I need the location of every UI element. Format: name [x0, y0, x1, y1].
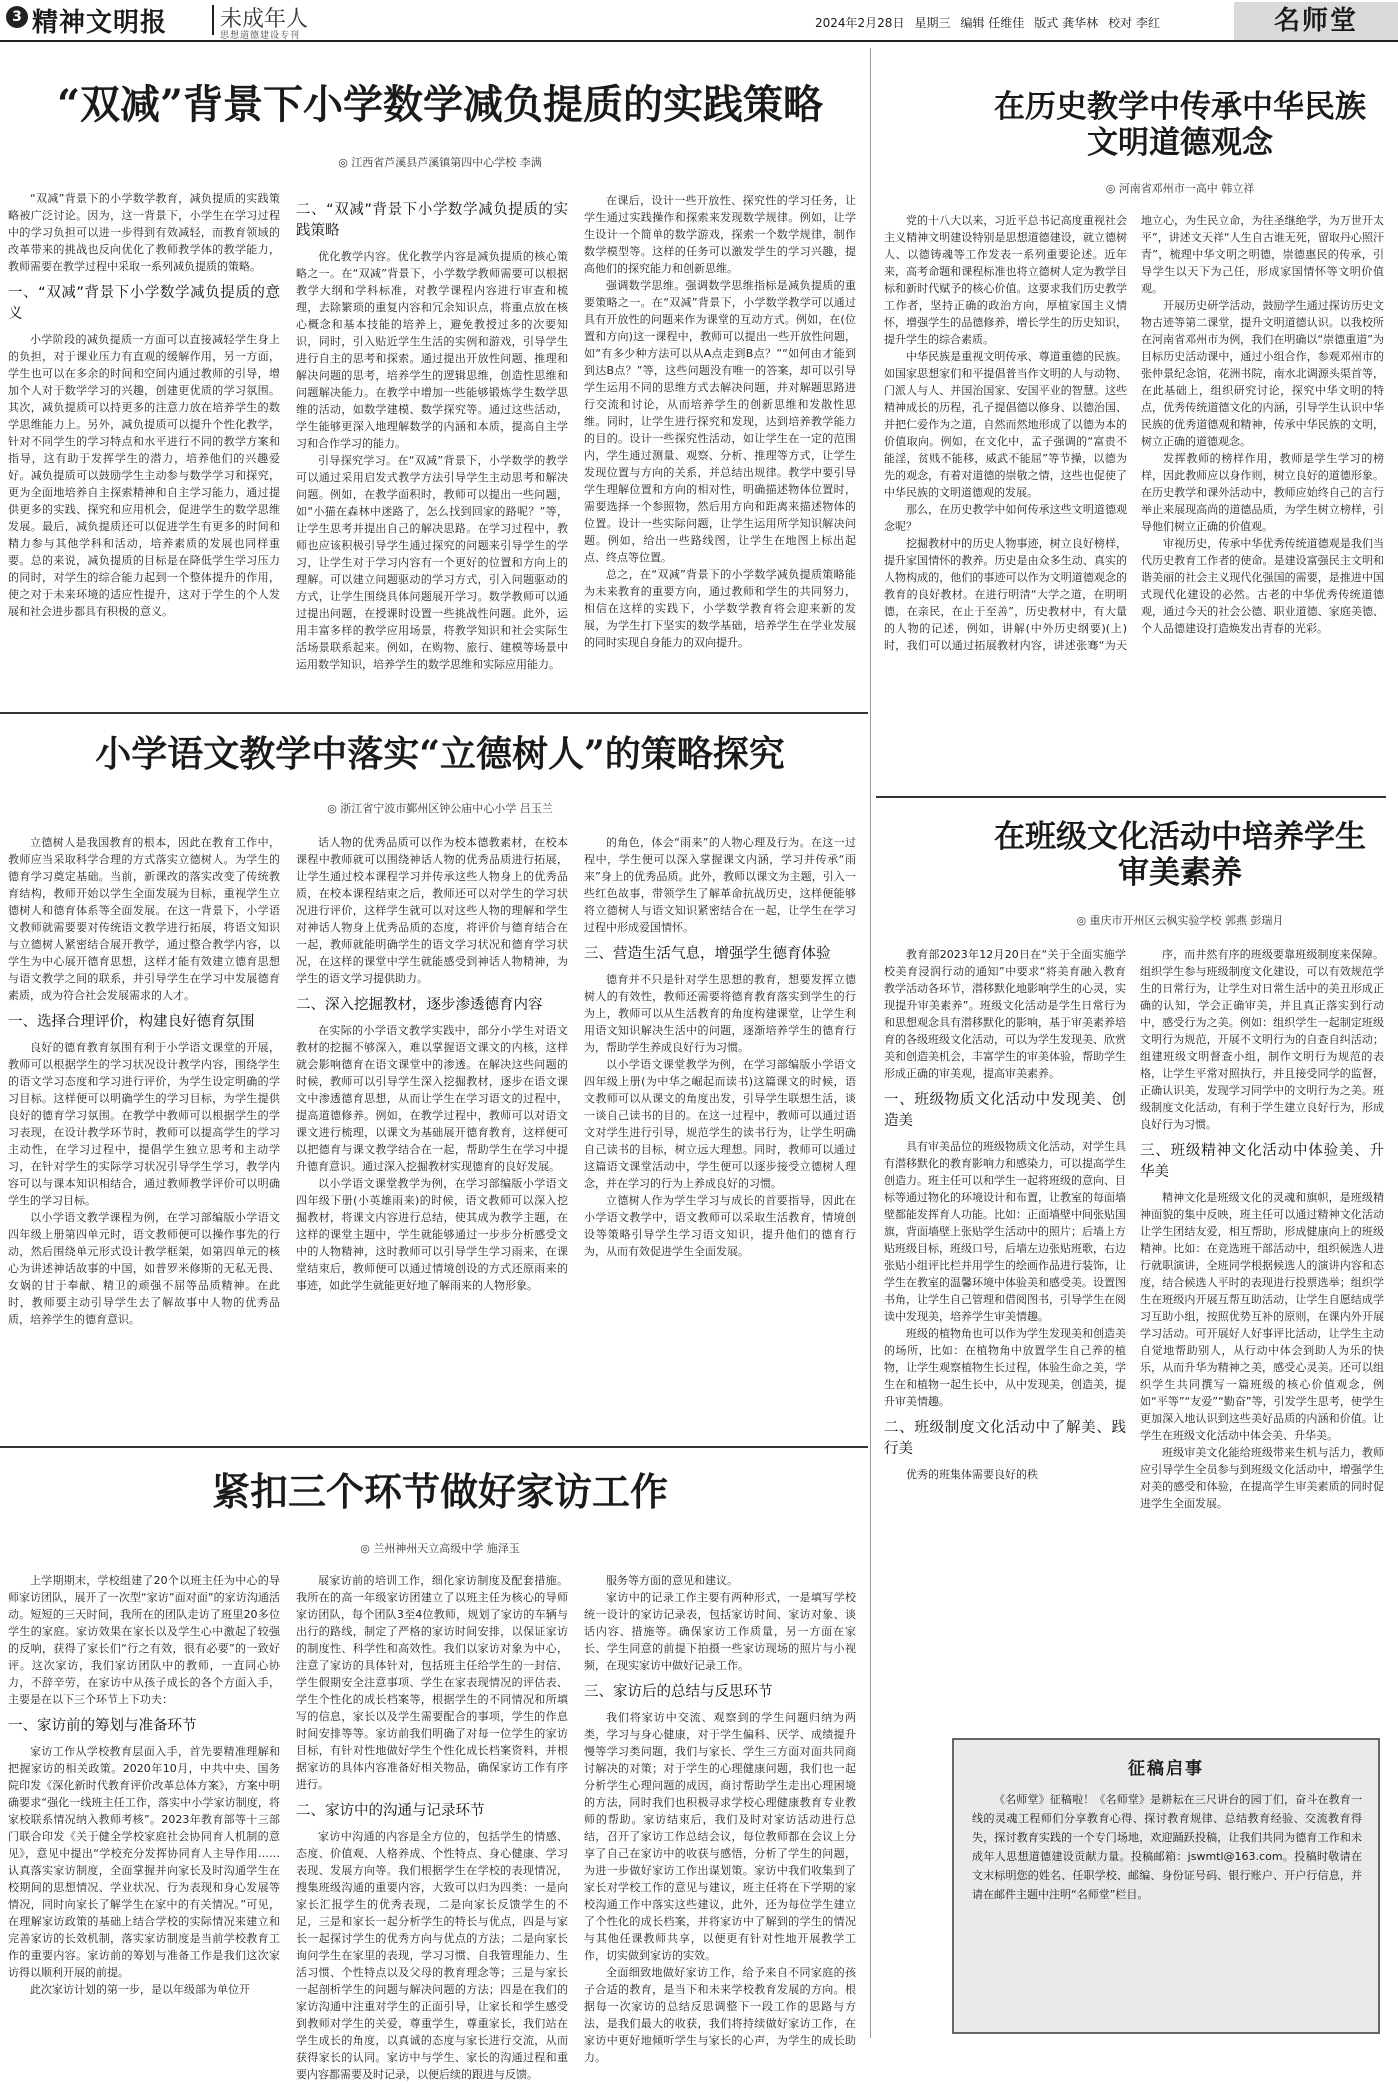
- paragraph: 良好的德育教育氛围有利于小学语文课堂的开展，教师可以根据学生的学习状况设计教学内容，围绕学生的语文学习态度和学习进行评价，为学生设定明确的学习目标。这样便可以明确学生的学习目标，为学生提供良好的德育学习氛围。在教学中教师可以根据学生的学习表现，在设计教学环节时，教师可以提高学生的学习主动性，在学习过程中，提倡学生独立思考和主动学习，在针对学生的实际学习状况引导学生学习，教学内容可以与课本知识相结合，通过教师教学评价可以明确学生的学习目标。: [8, 1041, 280, 1207]
- section-heading: 二、班级制度文化活动中了解美、践行美: [884, 1420, 1126, 1457]
- article-title: 小学语文教学中落实“立德树人”的策略探究: [95, 733, 785, 775]
- paragraph: 话人物的优秀品质可以作为校本德教素材，在校本课程中教师就可以围绕神话人物的优秀品质进行拓展，让学生通过校本课程学习并传承这些人物身上的优秀品质，在校本课程结束之后，教师还可以对学生的学习状况进行评价，这样学生就可以对这些人物的理解和学生对神话人物身上优秀品质的态度，将评价与德育结合在一起，教师就能明确学生的语文学习状况和德育学习状况，在这样的课堂中学生就能感受到神话人物精神，为学生的语文学习提供助力。: [296, 836, 568, 985]
- paragraph: 班级审美文化能给班级带来生机与活力，教师应引导学生全员参与到班级文化活动中，增强学生对美的感受和体验，在提高学生审美素质的同时促进学生全面发展。: [1140, 1446, 1384, 1510]
- article-byline: ◎ 浙江省宁波市鄞州区钟公庙中心小学 吕玉兰: [40, 800, 840, 816]
- paragraph: 具有审美品位的班级物质文化活动，对学生具有潜移默化的教育影响力和感染力，可以提高学生创造力。班主任可以和学生一起将班级的意向、目标等通过物化的环境设计和布置，让教室的每面墙壁都能发挥育人功能。比如：正面墙壁中间张贴国旗，背面墙壁上张贴学生活动中的照片；后墙上方贴班级目标，班级口号，后墙左边张贴班歌，右边张贴小组评比栏并用学生的绘画作品进行装饰，让学生在教室的温馨环境中体验美和感受美。设置图书角，让学生自己管理和借阅图书，引导学生在阅读中发现美，培养学生审美情趣。: [884, 1140, 1126, 1323]
- article-text-column: [884, 212, 1384, 780]
- edition-title: 未成年人: [220, 7, 309, 32]
- section-heading: 二、家访中的沟通与记录环节: [296, 1803, 485, 1819]
- section-heading: 一、选择合理评价，构建良好德育氛围: [8, 1014, 255, 1030]
- paragraph: 全面细致地做好家访工作，给予来自不同家庭的孩子合适的教育，是当下和未来学校教育发展的方向。根据每一次家访的总结反思调整下一段工作的思路与方法，是我们最大的收获，我们将持续做好家访工作，在家访中更好地倾听学生与家长的心声，为学生的成长助力。: [584, 1966, 856, 2064]
- paragraph: 优化教学内容。优化教学内容是减负提质的核心策略之一。在“双减”背景下，小学数学教师需要可以根据教学大纲和学科标准，对教学课程内容进行审查和梳理，去除繁琐的重复内容和冗余知识点，将重点放在核心概念和基本技能的培养上，避免教授过多的次要知识，同时，引入贴近学生生活的实例和游戏，引导学生进行自主的思考和探索。通过提出开放性问题、推理和解决问题的思考，培养学生的逻辑思维，创造性思维和问题解决能力。在教学中增加一些能够锻炼学生数学思维的活动，如数学建模、数学探究等。通过这些活动，学生能够更深入地理解数学的内涵和本质，提高自主学习和合作学习的能力。: [296, 250, 568, 450]
- paragraph: 党的十八大以来，习近平总书记高度重视社会主义精神文明建设特别是思想道德建设，就立德树人、以德铸魂等工作发表一系列重要论述。近年来，高考命题和课程标准也将立德树人定为教学目标和新时代赋予的核心价值。这要求我们历史教学工作者，坚持正确的政治方向，厚植家国主义情怀，增强学生的品德修养，增长学生的历史知识，提升学生的综合素质。: [884, 214, 1127, 346]
- paragraph: 德育并不只是针对学生思想的教育，想要发挥立德树人的有效性，教师还需要将德育教育落实到学生的行为上，教师可以从生活教育的角度构建课堂，让学生利用语文知识解决生活中的问题，逐渐培养学生的德育行为，帮助学生养成良好行为习惯。: [584, 973, 856, 1054]
- paragraph: 优秀的班集体需要良好的秩: [906, 1468, 1038, 1481]
- paragraph: 那么，在历史教学中如何传承这些文明道德观念呢？: [884, 503, 1127, 533]
- section-heading: 一、“双减”背景下小学数学减负提质的意义: [8, 285, 280, 322]
- paragraph: 挖掘教材中的历史人物事迹，树立良好榜样，提升家国情怀的教养。历史是由众多生动、真实的人物构成的，他们的事迹可以作为文明道德观念的教育的良好教材。在进行明清“大学之道，在明明德，在亲民，在止于至善”，历史教材中，有大量的人物的记述，例如，讲解(中外历史纲要)(上)时，我们可以通过拓展教材内容，讲述张骞“为天地立心，为生民立命，为往圣继绝学，为万世开太平”，讲述文天祥“人生自古谁无死，留取丹心照汗青”，梳理中华文明之明德，崇德惠民的传承，引导学生以天下为己任，形成家国情怀等文明价值观。: [884, 214, 1384, 652]
- paragraph: 精神文化是班级文化的灵魂和旗帜，是班级精神面貌的集中反映，班主任可以通过精神文化活动让学生团结友爱，相互帮助，形成健康向上的班级精神。比如：在竞选班干部活动中，组织候选人进行就职演讲，全班同学根据候选人的演讲内容和态度，结合候选人平时的表现进行投票选举；组织学生在班级内开展互帮互助活动，让学生自愿结成学习互助小组，按照优势互补的原则，在课内外开展学习活动。可开展好人好事评比活动，让学生主动自觉地帮助别人，从行动中体会到助人为乐的快乐，从而升华为精神之美，感受心灵美。还可以组织学生共同撰写一篇班级的核心价值观念，例如“平等”“友爱”“勤奋”等，引发学生思考，使学生更加深入地认识到这些美好品质的内涵和价值。让学生在班级文化活动中体会美、升华美。: [1140, 1191, 1384, 1442]
- paragraph: 教育部2023年12月20日在“关于全面实施学校美育浸润行动的通知”中要求“将美育融入教育教学活动各环节，潜移默化地影响学生的心灵，实现提升审美素养”。班级文化活动是学生日常行为和思想观念具有潜移默化的影响，基于审美素养培育的各级班级文化活动，可以为学生发现美、欣赏美和创造美机会，丰富学生的审美体验，帮助学生形成正确的审美观，提高审美素养。: [884, 948, 1126, 1080]
- article-byline: ◎ 兰州神州天立高级中学 施泽玉: [40, 1540, 840, 1556]
- paragraph: 以小学语文课堂教学为例，在学习部编版小学语文四年级上册(为中华之崛起而读书)这篇课文的时候，语文教师可以从课文的角度出发，引导学生联想生活，谈一谈自己读书的目的。在这一过程中，教师可以通过语文对学生进行引导，规范学生的读书行为，让学生明确自己读书的目标，树立远大理想。同时，教师可以通过这篇语文课堂活动中，学生便可以逐步接受立德树人理念，并在学习的行为上养成良好的习惯。: [584, 1058, 856, 1190]
- article-text-column: [584, 834, 856, 1430]
- article-text-column: [296, 192, 568, 695]
- section-heading: 三、家访后的总结与反思环节: [584, 1684, 773, 1700]
- paragraph: 服务等方面的意见和建议。: [606, 1574, 738, 1587]
- column-name: 名师堂: [1234, 2, 1398, 40]
- section-divider: [0, 712, 868, 714]
- section-heading: 一、班级物质文化活动中发现美、创造美: [884, 1092, 1126, 1129]
- call-for-papers-box: [952, 1738, 1380, 2034]
- paragraph: 的角色，体会“雨来”的人物心理及行为。在这一过程中，学生便可以深入掌握课文内涵，学习并传承“雨来”身上的优秀品质。此外，教师以课文为主题，引入一些红色故事，带领学生了解革命抗战历史，这样便能够将立德树人与语文知识紧密结合在一起，让学生在学习过程中形成爱国情怀。: [584, 836, 856, 934]
- paragraph: 中华民族是重视文明传承、尊道重德的民族。如国家思想家们和平提倡普当作文明的人与动物、门派人与人、并国治国家、安国平业的智慧。这些精神成长的历程，孔子提倡德以修身、以德治国、并把仁爱作为之道，自然而然地形成了以德为本的价值取向。例如，在文化中，孟子强调的“富贵不能淫，贫贱不能移，威武不能屈”等节操，以德为先的观念，有着对道德的崇敬之情，这些也促使了中华民族的文明道德观的发展。: [884, 350, 1127, 499]
- article-title: 紧扣三个环节做好家访工作: [211, 1469, 668, 1514]
- designer-credit: 版式 龚华林: [1034, 16, 1099, 30]
- article-text-column: [296, 834, 568, 1430]
- paragraph: 强调数学思维。强调数学思维指标是减负提质的重要策略之一。在“双减”背景下，小学数学教学可以通过具有开放性的问题来作为课堂的互动方式。例如，在(位置和方向)这一课程中，教师可以提出一些开放性问题，如“有多少种方法可以从A点走到B点？”“如何由才能到到达B点？”等，这些问题没有唯一的答案，却可以引导学生运用不同的思维方式去解决问题，并对解题思路进行交流和讨论，从而培养学生的创新思维和发散性思维。同时，让学生进行探究和发现，达到培养教学能力的目的。设计一些探究性活动，如让学生在一定的范围内，学生通过测量、观察、分析、推理等方式，让学生发现位置与方向的关系，并总结出规律。教学中要引导学生理解位置和方向的相对性，明确描述物体位置时，需要选择一个参照物，然后用方向和距离来描述物体的位置。设计一些实际问题，让学生运用所学知识解决问题。例如，给出一些路线图，让学生在地图上标出起点、终点等位置。: [584, 279, 856, 564]
- paragraph: 我们将家访中交流、观察到的学生问题归纳为两类，学习与身心健康，对于学生偏科、厌学、成绩提升慢等学习类问题，我们与家长、学生三方面对面共同商讨解决的对策；对于学生的心理健康问题，我们也一起分析学生心理问题的成因，商讨帮助学生走出心理困境的方法，同时我们也积极寻求学校心理健康教育专业教师的帮助。家访结束后，我们及时对家访活动进行总结，召开了家访工作总结会议，每位教师都在会议上分享了自己在家访中的收获与感悟，分析了学生的问题，为进一步做好家访工作出谋划策。家访中我们收集到了家长对学校工作的意见与建议，班主任将在下学期的家校沟通工作中落实这些建议，此外，还为每位学生建立了个性化的成长档案，并将家访中了解到的学生的情况与其他任课教师共享，以便更有针对性地开展教学工作，切实做到家访的实效。: [584, 1711, 856, 1962]
- article-text-column: [8, 190, 280, 695]
- issue-date: 2024年2月28日: [815, 16, 905, 30]
- article-title: 在班级文化活动中培养学生审美素养: [994, 819, 1366, 891]
- paragraph: 以小学语文课堂教学为例，在学习部编版小学语文四年级下册(小英雄雨来)的时候，语文教师可以深入挖掘教材，将课文内容进行总结，使其成为教学主题，在这样的课堂主题中，学生就能够通过一步步分析感受文中的人物精神，这时教师可以引导学生学习雨来，在课堂结束后，教师便可以通过情境创设的方式还原雨来的事迹，如此学生就能更好地了解雨来的人物形象。: [296, 1177, 568, 1292]
- paper-name: 精神文明报: [32, 8, 168, 38]
- article-title: “双减”背景下小学数学减负提质的实践策略: [56, 81, 823, 128]
- paragraph: 引导探究学习。在“双减”背景下，小学数学的教学可以通过采用启发式教学方法引导学生主动思考和解决问题。例如，在教学面积时，教师可以提出一些问题，如“小猫在森林中迷路了，怎么找到回家的路呢？”等，让学生思考并提出自己的解决思路。在学习过程中，教师也应该积极引导学生通过探究的问题来引导学生的学习，让学生对于学习内容有一个更好的位置和方向上的理解。可以建立问题驱动的学习方式，引入问题驱动的方式，让学生围绕具体问题展开学习。数学教师可以通过提出问题，在授课时设置一些挑战性问题。此外，运用丰富多样的教学应用场景，将教学知识和社会实际生活场景联系起来。例如，在购物、旅行、建模等场景中运用数学知识，培养学生的数学思维和实际应用能力。: [296, 454, 568, 671]
- paragraph: 立德树人作为学生学习与成长的首要指导，因此在小学语文教学中，语文教师可以采取生活教育，情境创设等策略引导学生学习语文知识，提升他们的德育行为，从而有效促进学生全面发展。: [584, 1194, 856, 1258]
- article-byline: ◎ 河南省邓州市一高中 韩立祥: [1000, 180, 1360, 196]
- article-byline: ◎ 重庆市开州区云枫实验学校 郭燕 彭瑞月: [1000, 912, 1360, 928]
- paragraph: 家访工作从学校教育层面入手，首先要精准理解和把握家访的相关政策。2020年10月，中共中央、国务院印发《深化新时代教育评价改革总体方案》，方案中明确要求“强化一线班主任工作，落实中小学家访制度，将家校联系情况纳入教师考核”。2023年教育部等十三部门联合印发《关于健全学校家庭社会协同育人机制的意见》，意见中提出“学校充分发挥协同育人主导作用……认真落实家访制度，全面掌握并向家长及时沟通学生在校期间的思想情况、学业状况、行为表现和身心发展等情况，同时向家长了解学生在家中的有关情况。”可见，在理解家访政策的基础上结合学校的实际情况来建立和完善家访的长效机制，落实家访制度是当前学校教育工作的重要内容。家访前的筹划与准备工作是我们这次家访得以顺利开展的前提。: [8, 1745, 280, 1979]
- edition-subtitle: 思想道德建设专刊: [220, 31, 301, 41]
- article-text-column: [8, 1572, 280, 2038]
- page-number: 3: [6, 6, 28, 28]
- paragraph: 在实际的小学语文教学实践中，部分小学生对语文教材的挖掘不够深入，难以掌握语文课文的内核，这样就会影响德育在语文课堂中的渗透。在解决这些问题的时候，教师可以引导学生深入挖掘教材，逐步在语文课文中渗透德育思想，从而让学生在学习语文的过程中，提高道德修养。例如，在教学过程中，教师可以对语文课文进行梳理，以课文为基础展开德育教育，这样便可以把德育与课文教学结合在一起，帮助学生在学习中提升德育意识。通过深入挖掘教材实现德育的良好发展。: [296, 1024, 568, 1173]
- paragraph: 家访中的记录工作主要有两种形式，一是填写学校统一设计的家访记录表，包括家访时间、家访对象、谈话内容、措施等。确保家访工作质量，另一方面在家长、学生同意的前提下拍摄一些家访现场的照片与小视频，在现实家访中做好记录工作。: [584, 1591, 856, 1672]
- section-heading: 二、深入挖掘教材，逐步渗透德育内容: [296, 997, 543, 1013]
- call-for-papers-title: 征稿启事: [1128, 1759, 1204, 1779]
- paragraph: 上学期期末，学校组建了20个以班主任为中心的导师家访团队，展开了一次型“家访”面对面”的家访沟通活动。短短的三天时间，我所在的团队走访了班里20多位学生的家庭。家访效果在家长以及学生心中激起了较强的反响，获得了家长们“行之有效，很有必要”的一致好评。这次家访，我们家访团队中的教师，一直同心协力，不辞辛劳，在家访中从孩子成长的各个方面入手，主要是在以下三个环节上下功夫：: [8, 1574, 280, 1706]
- article-text-column: [8, 834, 280, 1430]
- section-heading: 三、班级精神文化活动中体验美、升华美: [1140, 1143, 1384, 1180]
- article-title: 在历史教学中传承中华民族文明道德观念: [994, 89, 1366, 161]
- paragraph: 开展历史研学活动，鼓励学生通过探访历史文物古迹等第二课堂，提升文明道德认识。以我校所在河南省邓州市为例，我们在明确以“崇德重道”为目标历史活动课中，通过小组合作，参观邓州市的张仲景纪念馆，花洲书院，南水北调源头渠首等，在此基础上，组织研究讨论，探究中华文明的特点，优秀传统道德文化的内涵，引导学生认识中华民族的优秀道德观和精神，传承中华民族的文明，树立正确的道德观念。: [1141, 299, 1384, 448]
- page-header: [0, 0, 1398, 42]
- column-rule: [870, 48, 871, 2038]
- section-heading: 二、“双减”背景下小学数学减负提质的实践策略: [296, 202, 568, 239]
- article-text-column: [584, 1572, 856, 2064]
- paragraph: 总之，在“双减”背景下的小学数学减负提质策略能为未来教育的重要方向，通过教师和学生的共同努力，相信在这样的实践下，小学数学教育将会迎来新的发展，为学生打下坚实的数学基础，培养学生在学业发展的同时实现自身能力的双向提升。: [584, 568, 856, 649]
- editor-credit: 编辑 任维佳: [960, 16, 1025, 30]
- issue-info: [815, 14, 1170, 31]
- paragraph: 小学阶段的减负提质一方面可以直接减轻学生身上的负担，对于课业压力有直观的缓解作用，另一方面，学生也可以在多余的时间和空间内通过教师的引导，增加个人对于数学学习的兴趣，创建更优质的学习氛围。其次，减负提质可以持更多的注意力放在培养学生的数学思维能力上。另外，减负提质可以提升个性化教学，针对不同学生的学习特点和水平进行不同的教学方案和指导，这有助于发挥学生的潜力，培养他们的兴趣爱好。减负提质可以鼓励学生主动参与数学学习和探究，更为全面地培养自主探索精神和自主学习能力，通过提供更多的实践、探究和应用机会，促进学生的数学思维发展。最后，减负提质还可以促进学生有更多的时间和精力参与其他学科和活动，培养素质的发展也同样重要。总的来说，减负提质的目标是在降低学生学习压力的同时，对学生的综合能力起到一个整体提升的作用，使之对于未来环境的适应性提升，这对于学生的个人发展和社会进步都具有积极的意义。: [8, 333, 280, 618]
- article-text-column: [884, 946, 1126, 1726]
- section-divider: [876, 796, 1386, 798]
- paragraph: 家访中沟通的内容是全方位的，包括学生的情感、态度、价值观、人格养成、个性特点、身心健康、学习表现、发展方向等。我们根据学生在学校的表现情况，搜集班级沟通的重要内容，大致可以归为四类：一是向家长汇报学生的优秀表现，二是向家长反馈学生的不足，三是和家长一起分析学生的特长与优点，四是与家长一起探讨学生的优秀方向与优点的方法；二是向家长询问学生在家里的表现，学习习惯、自我管理能力、生活习惯、个性特点以及父母的教育理念等；三是与家长一起剖析学生的问题与解决问题的方法；四是在我们的家访沟通中注重对学生的正面引导，让家长和学生感受到教师对学生的关爱，尊重学生，尊重家长，我们站在学生成长的角度，以真诚的态度与家长进行交流，从而获得家长的认同。家访中与学生、家长的沟通过程和重要内容都需要及时记录，以便后续的跟进与反馈。: [296, 1830, 568, 2081]
- paragraph: 立德树人是我国教育的根本，因此在教育工作中，教师应当采取科学合理的方式落实立德树人。为学生的德育学习奠定基础。当前，新课改的落实改变了传统教育结构，教师开始以学生全面发展为目标，重视学生立德树人和德育体系等全面发展。在这一背景下，小学语文教师就需要要对传统语文教学进行拓展，将语文知识与立德树人紧密结合展开教学，通过整合教学内容，以学生为中心展开德育思想，这样才能有效建立德育思想与语文教学之间的联系，并引导学生在学习中发展德育素质，成为符合社会发展需求的人才。: [8, 836, 280, 1002]
- section-heading: 三、营造生活气息，增强学生德育体验: [584, 946, 831, 962]
- issue-weekday: 星期三: [914, 16, 951, 30]
- paragraph: 此次家访计划的第一步，是以年级部为单位开: [30, 1983, 250, 1996]
- call-for-papers-text: 《名师堂》征稿啦！《名师堂》是耕耘在三尺讲台的园丁们，奋斗在教育一线的灵魂工程师们分享教育心得、探讨教育规律、总结教育经验、交流教育得失，探讨教育实践的一个专门场地，欢迎踊跃投稿，让我们共同为德育工作和未成年人思想道德建设贡献力量。投稿邮箱：jswmtl@163.com。投稿时敬请在文末标明您的姓名、任职学校、邮编、身份证号码、银行账户、开户行信息，并请在邮件主题中注明“名师堂”栏目。: [972, 1793, 1362, 1901]
- paragraph: 展家访前的培训工作，细化家访制度及配套措施。我所在的高一年级家访团建立了以班主任为核心的导师家访团队，每个团队3至4位教师，规划了家访的车辆与出行的路线，制定了严格的家访时间安排，以保证家访的制度性、科学性和高效性。我们以家访对象为中心，注意了家访的具体针对，包括班主任给学生的一封信、学生假期安全注意事项、学生在家表现情况的评估表、学生个性化的成长档案等，根据学生的不同情况和所填写的信息，家长以及学生需要配合的事项，学生的作息时间安排等等。家访前我们明确了对每一位学生的家访目标，有针对性地做好学生个性化成长档案资料，并根据家访的具体内容准备好相关物品，确保家访工作有序进行。: [296, 1574, 568, 1791]
- article-text-column: [584, 192, 856, 695]
- article-text-column: [296, 1572, 568, 2081]
- paragraph: 在课后，设计一些开放性、探究性的学习任务，让学生通过实践操作和探索来发现数学规律。例如，让学生设计一个简单的数学游戏，探索一个数学规律，制作数学模型等。这样的任务可以激发学生的学习兴趣，提高他们的探究能力和创新思维。: [584, 194, 856, 275]
- paragraph: “双减”背景下的小学数学教育，减负提质的实践策略被广泛讨论。因为，这一背景下，小学生在学习过程中的学习负担可以进一步得到有效减轻，而教育领域的改革带来的挑战也反向优化了教师教学体的教学能力，教师需要在教学过程中采取一系列减负提质的策略。: [8, 192, 280, 273]
- call-for-papers-body: [972, 1790, 1362, 1904]
- section-heading: 一、家访前的筹划与准备环节: [8, 1718, 197, 1734]
- paragraph: 序，而井然有序的班级要靠班级制度来保障。组织学生参与班级制度文化建设，可以有效规范学生的日常行为，让学生对日常生活中的美丑形成正确的认知，学会正确审美，并且真正落实到行动中，感受行为之美。例如：组织学生一起制定班级文明行为规范，开展不文明行为的自查自纠活动；组建班级文明督查小组，制作文明行为规范的表格，让学生平常对照执行，并且接受同学的监督，正确认识美，发现学习同学中的文明行为之美。班级制度文化活动，有利于学生建立良好行为，形成良好行为习惯。: [1140, 948, 1384, 1131]
- paragraph: 审视历史，传承中华优秀传统道德观是我们当代历史教育工作者的使命。是建设富强民主文明和谐美丽的社会主义现代化强国的需要，是推进中国式现代化建设的必然。古老的中华优秀传统道德观，通过今天的社会公德、职业道德、家庭美德、个人品德建设打造焕发出青春的光彩。: [1141, 537, 1384, 635]
- paragraph: 以小学语文教学课程为例，在学习部编版小学语文四年级上册第四单元时，语文教师便可以操作事先的行动，然后围绕单元形式设计教学框架，如第四单元的核心为讲述神话故事的中国，如普罗米修斯的无私无畏、女娲的甘于奉献、精卫的顽强不屈等品质精神。在此时，教师要主动引导学生去了解故事中人物的优秀品质，培养学生的德育意识。: [8, 1211, 280, 1326]
- proofreader-credit: 校对 李红: [1108, 16, 1160, 30]
- paragraph: 班级的植物角也可以作为学生发现美和创造美的场所，比如：在植物角中放置学生自己养的植物，让学生观察植物生长过程，体验生命之美，学生在和植物一起生长中，从中发现美，创造美，提升审美情趣。: [884, 1327, 1126, 1408]
- article-text-column: [1140, 946, 1384, 1726]
- section-divider: [0, 1446, 868, 1448]
- article-byline: ◎ 江西省芦溪县芦溪镇第四中心学校 李满: [40, 154, 840, 170]
- header-divider: [212, 5, 214, 35]
- paragraph: 发挥教师的榜样作用，教师是学生学习的榜样，因此教师应以身作则，树立良好的道德形象。在历史教学和课外活动中，教师应始终自己的言行举止来展现高尚的道德品质，为学生树立榜样，引导他们树立正确的价值观。: [1141, 452, 1384, 533]
